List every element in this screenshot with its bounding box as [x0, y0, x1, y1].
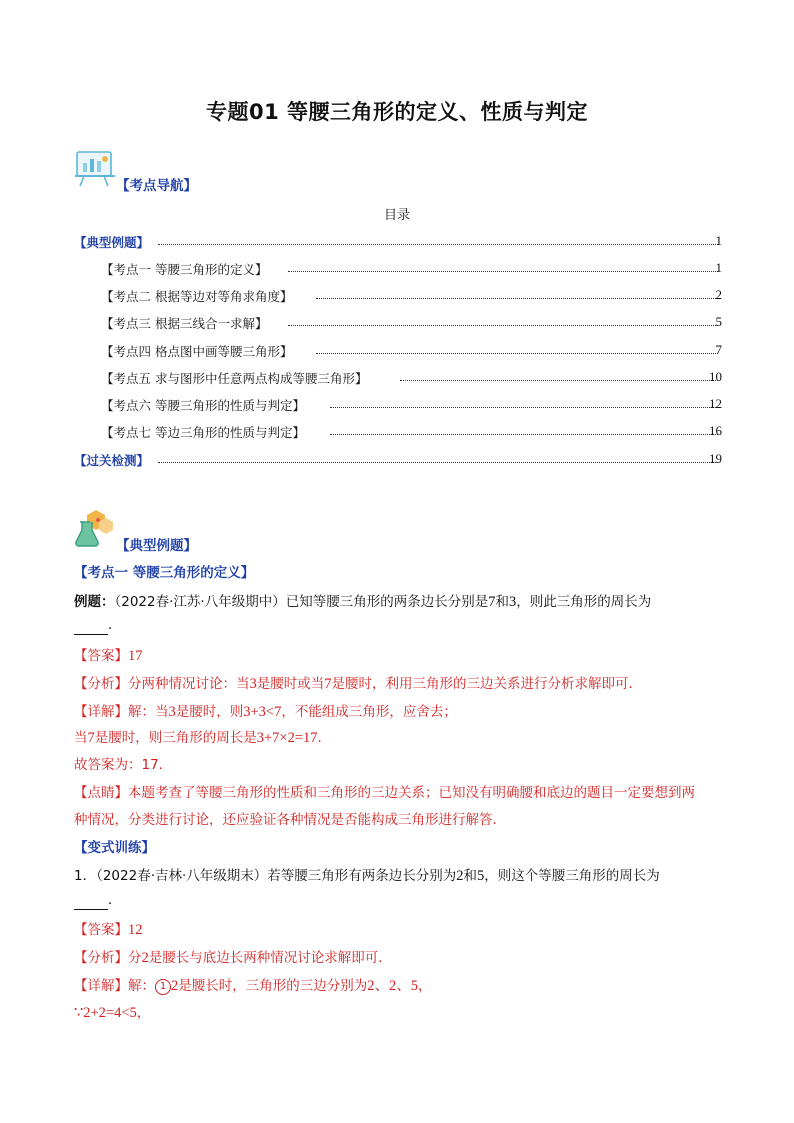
question-text: ，则这个等腰三角形的周长为 [484, 868, 660, 884]
comment-tag: 【点睛】 [74, 785, 128, 801]
toc-row[interactable] [0, 342, 794, 360]
toc-row-label: 【过关检测】 [74, 451, 153, 469]
chemistry-flask-icon [72, 508, 116, 548]
toc-leader [316, 298, 718, 299]
toc-page-number: 19 [709, 451, 722, 466]
example-text: ，则此三角形的周长为 [516, 594, 652, 610]
toc-row-label: 【考点三 根据三线合一求解】 [101, 314, 271, 332]
detail-line [74, 976, 734, 996]
toc-page-number: 7 [715, 342, 722, 357]
analysis-text: 分 [128, 950, 142, 966]
comment-line [74, 783, 734, 803]
analysis-number: 3 [249, 676, 257, 692]
analysis-number: 2 [141, 950, 149, 966]
example-number: 7 [488, 594, 496, 610]
detail-expression: 3+3<7 [243, 704, 282, 720]
answer-line [74, 646, 734, 666]
analysis-tag: 【分析】 [74, 676, 128, 692]
toc-page-number: 12 [709, 396, 722, 411]
toc-row[interactable] [0, 396, 794, 414]
detail-text: 解：当 [128, 704, 169, 720]
answer-value: 17 [128, 648, 143, 664]
section-label-examples: 【典型例题】 [116, 538, 197, 554]
analysis-line [74, 948, 734, 968]
detail-expression: ∵2+2=4<5 [74, 1005, 137, 1021]
answer-blank [74, 895, 108, 910]
detail-text: ，不能组成三角形，应舍去； [281, 704, 457, 720]
example-text: （2022春·江苏·八年级期中）已知等腰三角形的两条边长分别是 [114, 594, 489, 610]
question-text: 和 [463, 868, 478, 884]
toc-page-number: 1 [715, 260, 722, 275]
detail-line [74, 702, 734, 722]
detail-line [74, 1003, 734, 1023]
analysis-line [74, 674, 734, 694]
question-number-value: 5 [477, 868, 485, 884]
detail-text: 当 [74, 730, 88, 746]
example-text: 和 [495, 594, 509, 610]
example-end: ． [108, 617, 122, 633]
detail-text: 是腰长时，三角形的三边分别为 [178, 978, 368, 994]
answer-value: 12 [128, 922, 143, 938]
analysis-number: 7 [324, 676, 332, 692]
detail-conclusion: 故答案为：17． [74, 757, 173, 773]
question-end: ． [108, 892, 122, 908]
toc-row-label: 【考点二 根据等边对等角求角度】 [101, 287, 296, 305]
detail-number: 2 [171, 978, 179, 994]
toc-leader [288, 325, 718, 326]
detail-tag: 【详解】 [74, 978, 128, 994]
toc-leader [158, 244, 718, 245]
comment-text: 本题考查了等腰三角形的性质和三角形的三边关系；已知没有明确腰和底边的题目一定要想到两 [128, 785, 695, 801]
circled-number-icon: 1 [155, 979, 171, 995]
question-number: 1． [74, 868, 97, 884]
nav-section-label: 【考点导航】 [116, 178, 197, 194]
toc-row[interactable] [0, 287, 794, 305]
toc-leader [316, 353, 718, 354]
topic-heading: 【考点一 等腰三角形的定义】 [74, 565, 255, 581]
example-blank-line [74, 615, 734, 635]
detail-text: ， [136, 1005, 151, 1021]
toc-leader [330, 407, 718, 408]
example-prefix: 例题： [74, 594, 115, 610]
practice-question [74, 866, 734, 886]
toc-page-number: 10 [709, 369, 722, 384]
answer-line [74, 920, 734, 940]
analysis-text: 分两种情况讨论：当 [128, 676, 250, 692]
toc-leader [330, 434, 718, 435]
page-title: 专题01 等腰三角形的定义、性质与判定 [205, 100, 589, 124]
detail-text: ． [317, 730, 332, 746]
question-blank-line [74, 890, 734, 910]
toc-row-label: 【考点一 等腰三角形的定义】 [101, 260, 271, 278]
toc-page-number: 5 [715, 314, 722, 329]
detail-text: 是腰时，则 [175, 704, 244, 720]
toc-row-label: 【考点五 求与图形中任意两点构成等腰三角形】 [101, 369, 371, 387]
toc-leader [400, 380, 718, 381]
comment-text: 种情况，分类进行讨论，还应验证各种情况是否能构成三角形进行解答． [74, 812, 506, 828]
detail-tag: 【详解】 [74, 704, 128, 720]
presentation-board-icon [74, 150, 118, 188]
detail-text: 解： [128, 978, 155, 994]
toc-row-label: 【典型例题】 [74, 233, 153, 251]
detail-text: ， [418, 978, 432, 994]
toc-row-label: 【考点四 格点图中画等腰三角形】 [101, 342, 296, 360]
analysis-text: 是腰时，利用三角形的三边关系进行分析求解即可． [331, 676, 642, 692]
toc-leader [288, 271, 718, 272]
practice-label: 【变式训练】 [74, 840, 155, 856]
toc-row[interactable] [0, 451, 794, 469]
answer-tag: 【答案】 [74, 648, 128, 664]
toc-page-number: 1 [715, 233, 722, 248]
question-text: （2022春·吉林·八年级期末）若等腰三角形有两条边长分别为 [96, 868, 457, 884]
question-number-value: 2 [456, 868, 464, 884]
example-question [74, 592, 734, 612]
toc-row[interactable] [0, 314, 794, 332]
detail-values: 2、2、5 [367, 978, 418, 994]
answer-blank [74, 620, 108, 635]
detail-number: 3 [168, 704, 176, 720]
detail-line [74, 728, 734, 748]
toc-page-number: 16 [709, 423, 722, 438]
analysis-tag: 【分析】 [74, 950, 128, 966]
detail-text: 是腰时，则三角形的周长是 [94, 730, 257, 746]
toc-heading: 目录 [383, 208, 410, 223]
toc-row[interactable] [0, 423, 794, 441]
toc-page-number: 2 [715, 287, 722, 302]
analysis-text: 是腰时或当 [256, 676, 325, 692]
toc-row[interactable] [0, 260, 794, 278]
answer-tag: 【答案】 [74, 922, 128, 938]
detail-number: 7 [87, 730, 95, 746]
example-number: 3 [508, 594, 517, 610]
toc-row[interactable] [0, 369, 794, 387]
toc-leader [158, 462, 718, 463]
toc-row[interactable] [0, 233, 794, 251]
toc-row-label: 【考点六 等腰三角形的性质与判定】 [101, 396, 309, 414]
toc-row-label: 【考点七 等边三角形的性质与判定】 [101, 423, 309, 441]
detail-expression: 3+7×2=17 [256, 730, 318, 746]
analysis-text: 是腰长与底边长两种情况讨论求解即可． [148, 950, 392, 966]
